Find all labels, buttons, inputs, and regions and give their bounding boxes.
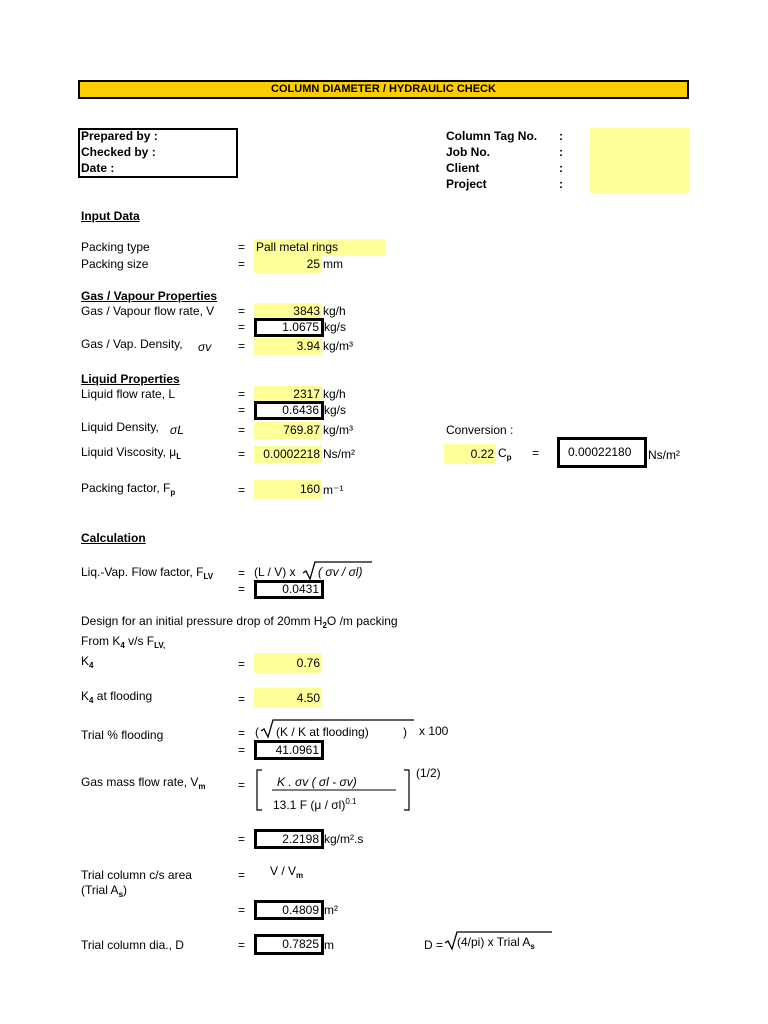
equals: = bbox=[238, 257, 246, 271]
equals: = bbox=[238, 423, 246, 437]
packing-size-label: Packing size bbox=[81, 257, 149, 271]
packing-type-label: Packing type bbox=[81, 240, 150, 254]
dia-formula-inner: (4/pi) x Trial $A_s$ bbox=[457, 935, 535, 951]
trial-flooding-label: Trial % flooding bbox=[81, 728, 164, 742]
equals: = bbox=[238, 868, 246, 882]
gas-density-symbol: σv bbox=[198, 340, 212, 354]
trial-area-formula: V / $V_m$ bbox=[270, 864, 304, 880]
equals: = bbox=[238, 726, 246, 740]
flow-factor-label: Liq.-Vap. Flow factor, $F_{LV}$ bbox=[81, 565, 214, 581]
colon: : bbox=[559, 145, 563, 159]
gas-mass-denominator: 13.1 F (μ / σl)$^{0.1}$ bbox=[273, 797, 357, 812]
liquid-flow-kgh-unit: kg/h bbox=[323, 387, 346, 401]
column-tag-label: Column Tag No. bbox=[446, 129, 538, 143]
equals: = bbox=[238, 240, 246, 254]
equals: = bbox=[238, 339, 246, 353]
gas-flow-kgh-input[interactable]: 3843 bbox=[254, 303, 322, 320]
conversion-equals: = bbox=[532, 446, 540, 460]
packing-type-input[interactable]: Pall metal rings bbox=[254, 239, 385, 256]
k4-flooding-label: $K_4$ at flooding bbox=[81, 689, 153, 705]
trial-area-label-2: (Trial $A_s$) bbox=[81, 883, 128, 899]
packing-factor-input[interactable]: 160 bbox=[254, 480, 322, 499]
equals: = bbox=[238, 582, 246, 596]
liquid-flow-kgs-value: 0.6436 bbox=[254, 401, 324, 420]
trial-flooding-paren-open: ( bbox=[255, 725, 259, 739]
liquid-density-label: Liquid Density, bbox=[81, 420, 159, 434]
liquid-density-unit: kg/m³ bbox=[323, 423, 353, 437]
cp-input[interactable]: 0.22 bbox=[444, 444, 496, 464]
gas-mass-flow-label: Gas mass flow rate, $V_m$ bbox=[81, 775, 206, 791]
packing-factor-unit: m⁻¹ bbox=[323, 483, 344, 497]
prepared-by-label: Prepared by : bbox=[81, 129, 158, 143]
gas-flow-label: Gas / Vapour flow rate, V bbox=[81, 304, 215, 318]
equals: = bbox=[238, 566, 246, 580]
gas-flow-kgs-unit: kg/s bbox=[324, 320, 347, 334]
equals: = bbox=[238, 692, 246, 706]
liquid-flow-kgh-input[interactable]: 2317 bbox=[254, 386, 322, 403]
viscosity-result-unit: Ns/m² bbox=[648, 448, 680, 462]
calculation-heading: Calculation bbox=[81, 531, 146, 545]
trial-dia-unit: m bbox=[324, 938, 334, 952]
packing-factor-label: Packing factor, $F_p$ bbox=[81, 481, 176, 497]
header-info-input[interactable] bbox=[590, 128, 689, 193]
gas-flow-kgh-unit: kg/h bbox=[323, 304, 346, 318]
client-label: Client bbox=[446, 161, 480, 175]
gas-mass-power: (1/2) bbox=[416, 766, 441, 780]
equals: = bbox=[238, 320, 246, 334]
colon: : bbox=[559, 177, 563, 191]
gas-mass-flow-value: 2.2198 bbox=[254, 829, 324, 849]
trial-area-value: 0.4809 bbox=[254, 900, 324, 920]
conversion-label: Conversion : bbox=[446, 423, 514, 437]
liquid-flow-kgs-unit: kg/s bbox=[324, 403, 347, 417]
liquid-density-input[interactable]: 769.87 bbox=[254, 422, 322, 439]
equals: = bbox=[238, 938, 246, 952]
gas-flow-kgs-value: 1.0675 bbox=[254, 318, 324, 337]
equals: = bbox=[238, 657, 246, 671]
liquid-viscosity-label: Liquid Viscosity, $\mu_L$ bbox=[81, 445, 182, 461]
trial-area-unit: m² bbox=[324, 903, 338, 917]
colon: : bbox=[559, 161, 563, 175]
liquid-flow-label: Liquid flow rate, L bbox=[81, 387, 176, 401]
colon: : bbox=[559, 129, 563, 143]
trial-flooding-formula: (K / K at flooding) bbox=[276, 725, 369, 739]
trial-dia-value: 0.7825 bbox=[254, 934, 324, 955]
flow-factor-value: 0.0431 bbox=[254, 580, 324, 599]
k4-flooding-input[interactable]: 4.50 bbox=[254, 688, 322, 708]
equals: = bbox=[238, 403, 246, 417]
trial-flooding-value: 41.0961 bbox=[254, 740, 324, 760]
checked-by-label: Checked by : bbox=[81, 145, 156, 159]
cp-symbol: $C_p$ bbox=[498, 446, 512, 462]
gas-mass-flow-unit: kg/m².s bbox=[324, 832, 364, 846]
liquid-viscosity-unit: Ns/m² bbox=[323, 447, 355, 461]
input-data-heading: Input Data bbox=[81, 209, 140, 223]
gas-mass-numerator: K . σv ( σl - σv) bbox=[277, 775, 357, 789]
packing-size-input[interactable]: 25 bbox=[254, 256, 322, 273]
k4-input[interactable]: 0.76 bbox=[254, 653, 322, 673]
packing-size-unit: mm bbox=[323, 257, 343, 271]
design-basis-text: Design for an initial pressure drop of 20mm $H_2O$ /m packing bbox=[81, 614, 398, 630]
flow-factor-formula-prefix: (L / V) x bbox=[254, 565, 296, 579]
trial-area-label: Trial column c/s area bbox=[81, 868, 192, 882]
trial-flooding-paren-close: ) bbox=[403, 725, 407, 739]
k4-label: $K_4$ bbox=[81, 654, 94, 670]
flow-factor-formula-inner: ( σv / σl) bbox=[318, 565, 363, 579]
trial-dia-label: Trial column dia., D bbox=[81, 938, 184, 952]
dia-formula-prefix: D = bbox=[424, 938, 444, 952]
date-label: Date : bbox=[81, 161, 115, 175]
gas-density-input[interactable]: 3.94 bbox=[254, 338, 322, 355]
equals: = bbox=[238, 832, 246, 846]
equals: = bbox=[238, 447, 246, 461]
trial-flooding-times: x 100 bbox=[419, 724, 449, 738]
equals: = bbox=[238, 743, 246, 757]
gas-density-unit: kg/m³ bbox=[323, 339, 353, 353]
liquid-properties-heading: Liquid Properties bbox=[81, 372, 180, 386]
project-label: Project bbox=[446, 177, 487, 191]
gas-density-label: Gas / Vap. Density, bbox=[81, 337, 183, 351]
liquid-density-symbol: σL bbox=[170, 423, 184, 437]
from-chart-text: From $K_4$ v/s $F_{LV,}$ bbox=[81, 634, 166, 650]
equals: = bbox=[238, 778, 246, 792]
gas-properties-heading: Gas / Vapour Properties bbox=[81, 289, 218, 303]
sheet-title: COLUMN DIAMETER / HYDRAULIC CHECK bbox=[78, 80, 689, 99]
liquid-viscosity-value: 0.0002218 bbox=[254, 446, 322, 463]
equals: = bbox=[238, 903, 246, 917]
viscosity-result-value: 0.00022180 bbox=[557, 437, 647, 468]
equals: = bbox=[238, 483, 246, 497]
equals: = bbox=[238, 387, 246, 401]
job-no-label: Job No. bbox=[446, 145, 490, 159]
equals: = bbox=[238, 304, 246, 318]
